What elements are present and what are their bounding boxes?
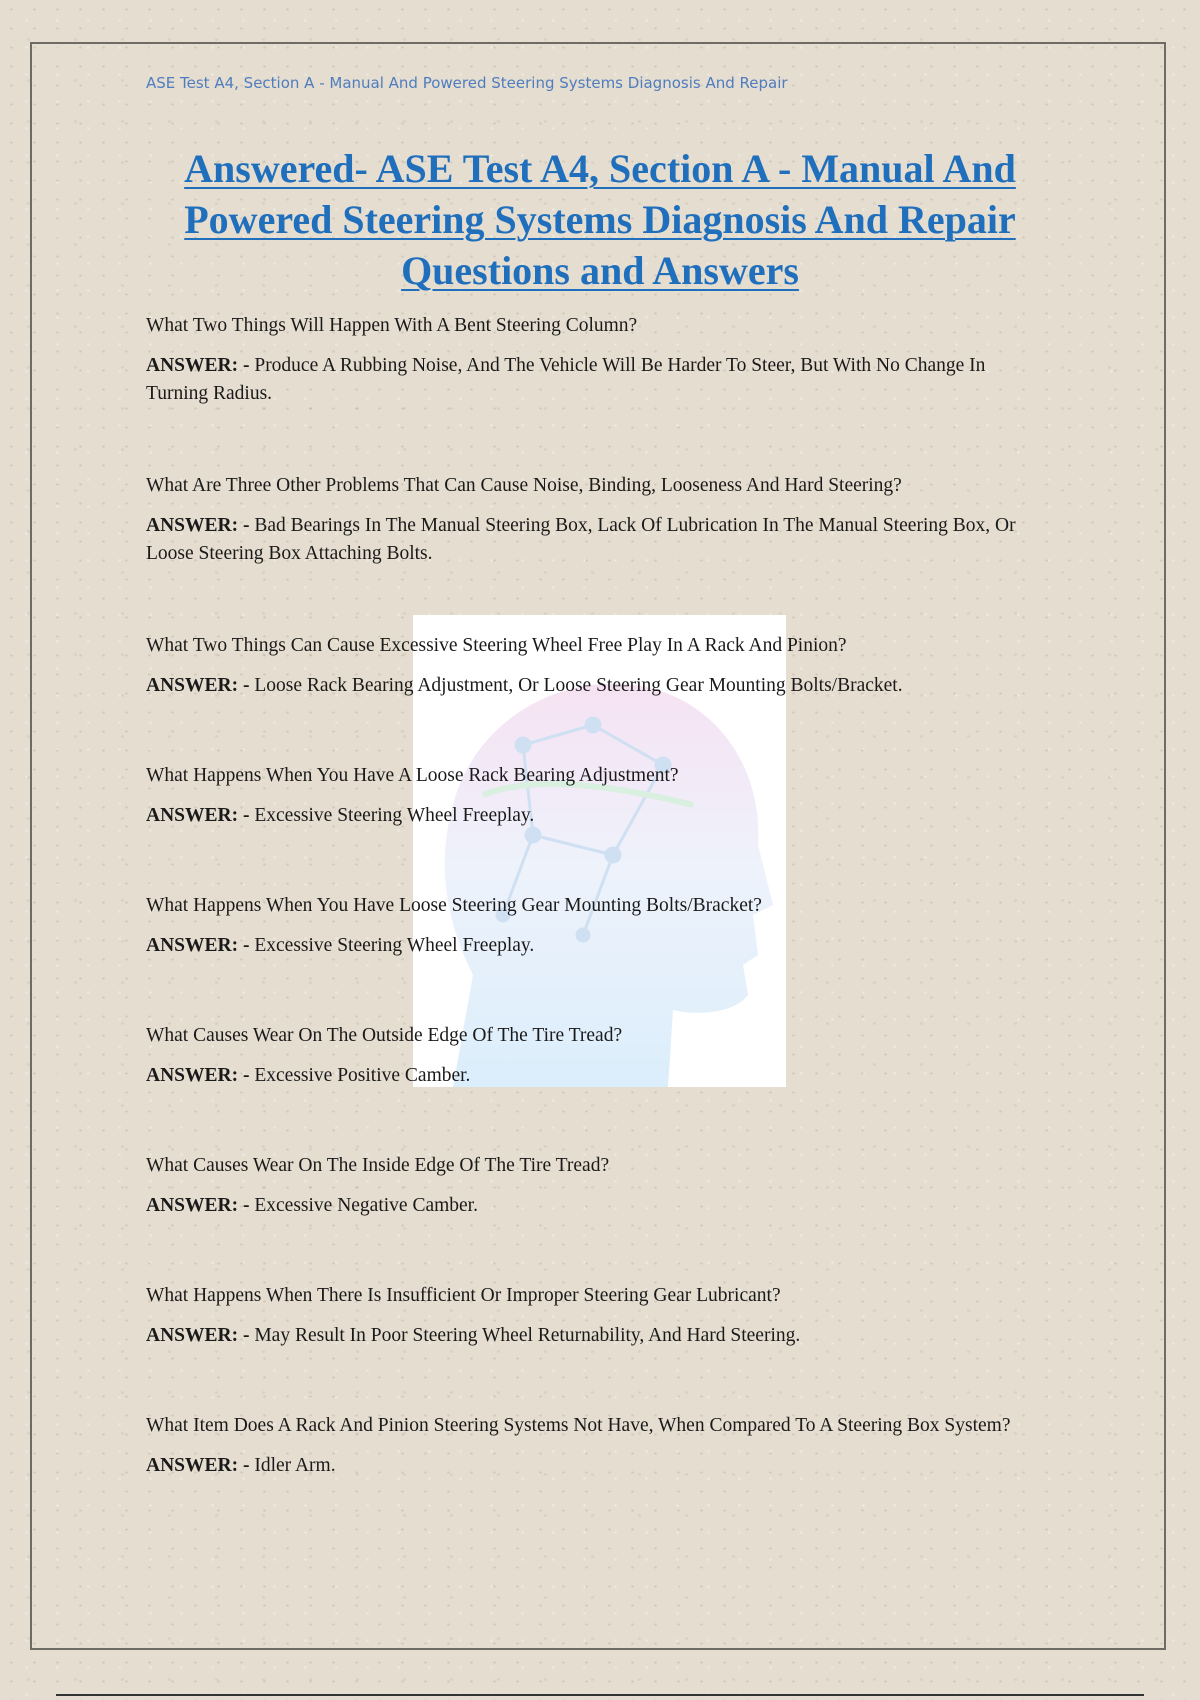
question: What Causes Wear On The Inside Edge Of The Tire Tread? — [146, 1155, 610, 1176]
bottom-rule — [56, 1694, 1144, 1696]
title-line-1: Answered- ASE Test A4, Section A - Manual And — [184, 146, 1016, 191]
answer — [146, 1322, 1051, 1350]
answer-label: ANSWER: - — [146, 515, 250, 536]
answer-label: ANSWER: - — [146, 935, 250, 956]
answer-text: Produce A Rubbing Noise, And The Vehicle Will Be Harder To Steer, But With No Change In Turning Radius. — [146, 355, 986, 404]
answer-text: Idler Arm. — [254, 1455, 336, 1476]
qa-list — [146, 312, 1051, 1572]
answer — [146, 672, 1051, 700]
title-line-2: Powered Steering Systems Diagnosis And Repair — [184, 197, 1016, 242]
answer-text: Bad Bearings In The Manual Steering Box, Lack Of Lubrication In The Manual Steering Box, Or Loose Steering Box Attaching Bolts. — [146, 515, 1016, 564]
running-header: ASE Test A4, Section A - Manual And Powered Steering Systems Diagnosis And Repair — [146, 74, 788, 92]
question: What Two Things Will Happen With A Bent Steering Column? — [146, 315, 638, 336]
answer-label: ANSWER: - — [146, 805, 250, 826]
document-title — [130, 143, 1070, 296]
answer — [146, 512, 1051, 568]
answer — [146, 1452, 1051, 1480]
answer-text: Excessive Positive Camber. — [254, 1065, 471, 1086]
question: What Item Does A Rack And Pinion Steering Systems Not Have, When Compared To A Steering Box System? — [146, 1415, 1011, 1436]
qa-item — [146, 632, 1051, 762]
qa-item — [146, 762, 1051, 892]
answer — [146, 1192, 1051, 1220]
answer — [146, 932, 1051, 960]
answer-label: ANSWER: - — [146, 675, 250, 696]
qa-item — [146, 892, 1051, 1022]
answer-text: Excessive Steering Wheel Freeplay. — [254, 935, 535, 956]
answer — [146, 352, 1051, 408]
question: What Two Things Can Cause Excessive Steering Wheel Free Play In A Rack And Pinion? — [146, 635, 847, 656]
qa-item — [146, 1152, 1051, 1282]
answer-label: ANSWER: - — [146, 1065, 250, 1086]
qa-item — [146, 472, 1051, 632]
qa-item — [146, 1412, 1051, 1572]
title-line-3: Questions and Answers — [401, 248, 799, 293]
answer-text: Excessive Steering Wheel Freeplay. — [254, 805, 535, 826]
answer — [146, 802, 1051, 830]
question: What Causes Wear On The Outside Edge Of The Tire Tread? — [146, 1025, 623, 1046]
answer-label: ANSWER: - — [146, 1455, 250, 1476]
qa-item — [146, 1022, 1051, 1152]
question: What Happens When You Have A Loose Rack Bearing Adjustment? — [146, 765, 679, 786]
answer-text: May Result In Poor Steering Wheel Returnability, And Hard Steering. — [254, 1325, 801, 1346]
answer — [146, 1062, 1051, 1090]
qa-item — [146, 1282, 1051, 1412]
qa-item — [146, 312, 1051, 472]
answer-label: ANSWER: - — [146, 355, 250, 376]
answer-label: ANSWER: - — [146, 1325, 250, 1346]
answer-text: Loose Rack Bearing Adjustment, Or Loose Steering Gear Mounting Bolts/Bracket. — [254, 675, 903, 696]
question: What Happens When You Have Loose Steering Gear Mounting Bolts/Bracket? — [146, 895, 762, 916]
question: What Are Three Other Problems That Can Cause Noise, Binding, Looseness And Hard Steering? — [146, 475, 902, 496]
answer-text: Excessive Negative Camber. — [254, 1195, 478, 1216]
question: What Happens When There Is Insufficient Or Improper Steering Gear Lubricant? — [146, 1285, 781, 1306]
answer-label: ANSWER: - — [146, 1195, 250, 1216]
